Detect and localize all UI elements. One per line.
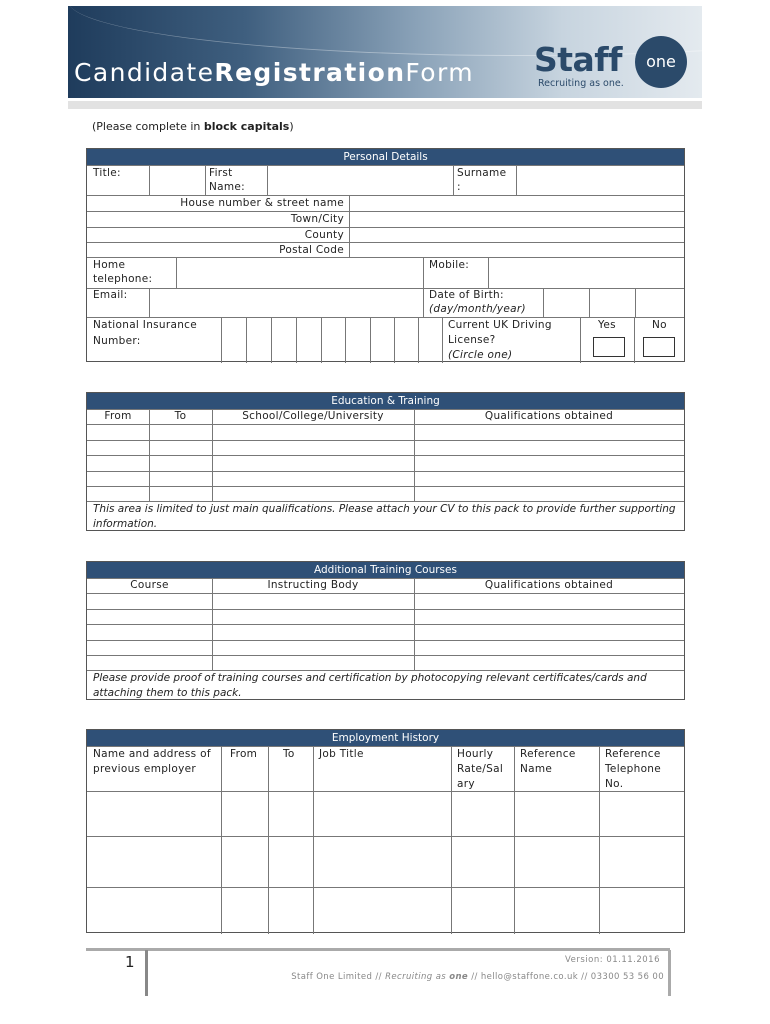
footer-divider [145, 950, 148, 996]
dob-label: Date of Birth: [429, 289, 504, 301]
education-table [86, 392, 685, 531]
home-telephone-label-line2: telephone: [93, 273, 153, 285]
employment-col-rate: Hourly [457, 748, 494, 760]
training-note: Please provide proof of training courses and certification by photocopying relevant certificates/cards and attaching them to this pack. [93, 672, 647, 699]
footer-contact-line: Staff One Limited // Recruiting as one // hello@staffone.co.uk // 03300 53 56 00 [291, 972, 664, 982]
education-heading: Education & Training [87, 393, 684, 409]
training-table [86, 561, 685, 700]
employment-heading: Employment History [87, 730, 684, 746]
employment-col-job-title: Job Title [319, 748, 364, 760]
licence-no-label: No [652, 319, 667, 331]
first-name-label: First [209, 167, 233, 179]
first-name-label-line2: Name: [209, 181, 246, 193]
employment-col-reference-name-line2: Name [520, 763, 553, 775]
footer-rule [86, 948, 670, 951]
education-note: This area is limited to just main qualifications. Please attach your CV to this pack to provide further supporting information. [93, 503, 676, 530]
intro-instruction: (Please complete in block capitals) [92, 120, 294, 133]
title-label: Title: [93, 167, 121, 179]
employment-col-rate-line2: Rate/Sal [457, 763, 504, 775]
ni-label: National Insurance [93, 319, 198, 331]
employment-col-to: To [283, 748, 295, 760]
employment-col-employer: Name and address of [93, 748, 211, 760]
surname-label: Surname [457, 167, 507, 179]
mobile-label: Mobile: [429, 259, 470, 271]
home-telephone-label: Home [93, 259, 126, 271]
education-col-from: From [104, 410, 132, 422]
employment-col-from: From [230, 748, 258, 760]
licence-yes-label: Yes [598, 319, 616, 331]
employment-table [86, 729, 685, 933]
employment-col-reference-name: Reference [520, 748, 576, 760]
page-number: 1 [125, 953, 135, 971]
ni-label-line2: Number: [93, 335, 141, 347]
postal-code-label: Postal Code [279, 244, 344, 256]
training-col-instructing-body: Instructing Body [267, 579, 359, 591]
footer-right-rule [668, 950, 671, 996]
form-title: CandidateRegistrationForm [74, 58, 474, 87]
licence-no-box[interactable] [643, 337, 675, 357]
dob-hint: (day/month/year) [429, 303, 526, 315]
licence-label: Current UK Driving [448, 319, 552, 331]
version-text: Version: 01.11.2016 [565, 955, 660, 965]
personal-details-heading: Personal Details [87, 149, 684, 165]
logo-tagline: Recruiting as one. [538, 78, 624, 89]
employment-col-employer-line2: previous employer [93, 763, 197, 775]
logo-wordmark: Staff [534, 40, 623, 79]
employment-col-reference-telephone: Reference [605, 748, 661, 760]
house-label: House number & street name [180, 197, 344, 209]
education-col-to: To [174, 410, 187, 422]
logo-circle: one [635, 36, 687, 88]
education-col-qualifications: Qualifications obtained [484, 410, 614, 422]
employment-col-rate-line3: ary [457, 778, 475, 790]
licence-yes-box[interactable] [593, 337, 625, 357]
town-label: Town/City [290, 213, 344, 225]
header-banner [68, 6, 702, 98]
personal-details-table [86, 148, 685, 362]
county-label: County [304, 229, 344, 241]
employment-col-reference-telephone-line2: Telephone [605, 763, 662, 775]
training-col-qualifications: Qualifications obtained [484, 579, 614, 591]
education-col-school: School/College/University [242, 410, 384, 422]
licence-label-line2: License? [448, 334, 496, 346]
email-label: Email: [93, 289, 128, 301]
training-col-course: Course [130, 579, 169, 591]
surname-label-line2: : [457, 181, 461, 193]
licence-hint: (Circle one) [448, 349, 513, 361]
banner-underbar [68, 101, 702, 109]
employment-col-reference-telephone-line3: No. [605, 778, 624, 790]
training-heading: Additional Training Courses [87, 562, 684, 578]
